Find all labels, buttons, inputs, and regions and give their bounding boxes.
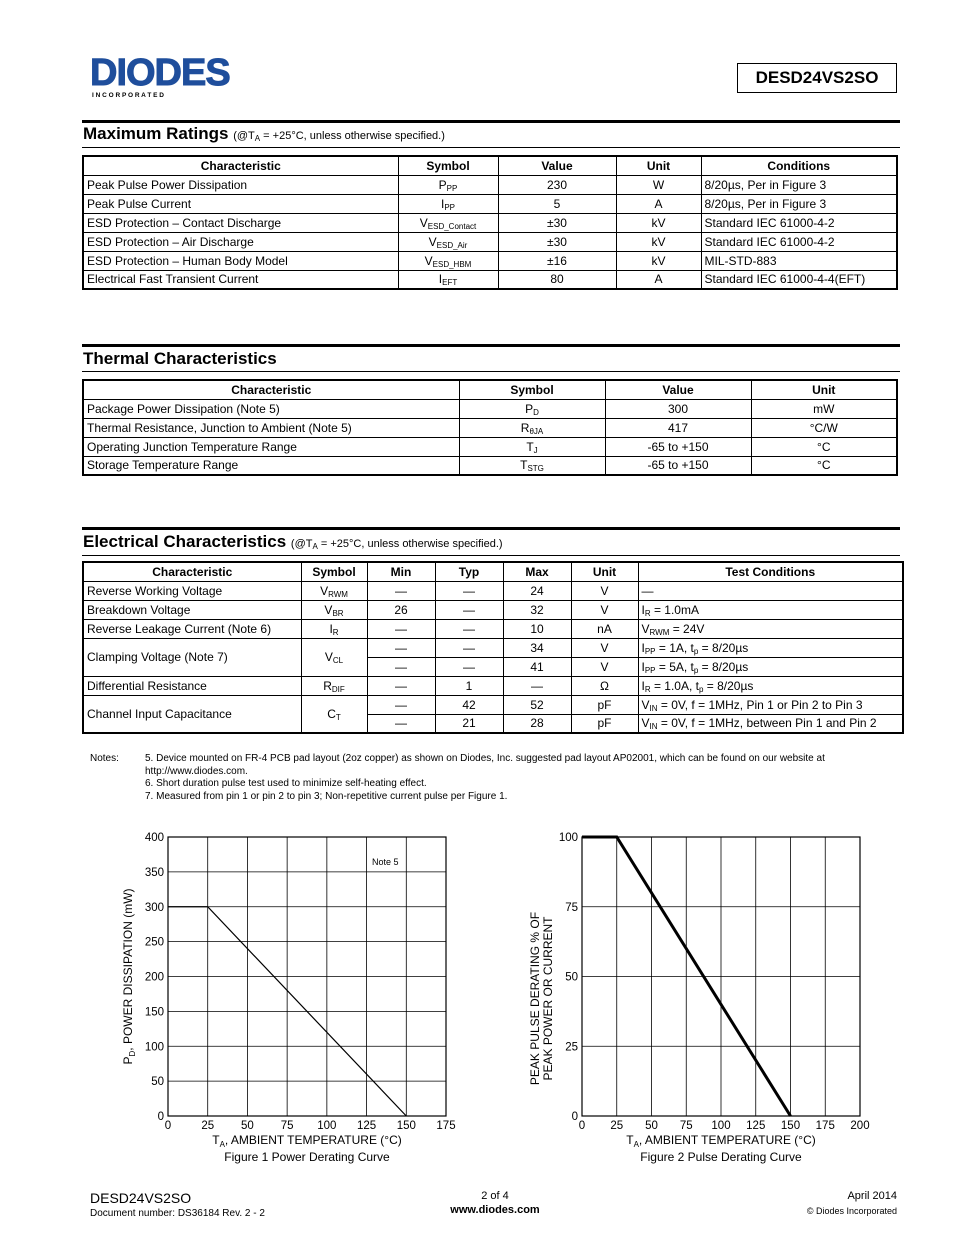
figure-caption: Figure 2 Pulse Derating Curve (640, 1150, 802, 1164)
condition-subscript: p (693, 646, 699, 656)
power-derating-chart (100, 825, 480, 1170)
section-rule-thin (82, 147, 900, 148)
unit-cell: Ω (571, 676, 638, 695)
y-tick-label: 100 (558, 832, 578, 844)
unit-cell: kV (616, 251, 701, 270)
y-axis-label-part: D (128, 1050, 137, 1057)
x-tick-label: 100 (317, 1120, 337, 1132)
x-axis-label (626, 1133, 816, 1149)
table-row (83, 437, 897, 456)
section-rule (82, 344, 900, 347)
symbol-base: V (324, 650, 333, 664)
condition-subscript: RWM (649, 627, 670, 637)
symbol-base: T (520, 458, 528, 473)
table-row (83, 619, 903, 638)
x-tick-label: 150 (780, 1120, 801, 1132)
value-cell: -65 to +150 (605, 437, 751, 456)
x-tick-label: 25 (610, 1120, 624, 1132)
y-axis-label-line1: PEAK PULSE DERATING % OF (528, 911, 542, 1086)
symbol-subscript: D (533, 407, 539, 417)
characteristic-cell: ESD Protection – Air Discharge (83, 232, 398, 251)
table-row (83, 232, 897, 251)
y-tick-label: 250 (144, 936, 164, 949)
condition-symbol: V (641, 697, 650, 712)
y-tick-label: 400 (144, 832, 164, 844)
min-cell: — (367, 638, 435, 657)
y-tick-label: 50 (565, 971, 578, 984)
table-row (83, 638, 903, 657)
x-tick-label: 100 (711, 1120, 731, 1132)
characteristic-cell: Peak Pulse Current (83, 194, 398, 213)
symbol-base: V (324, 602, 333, 617)
condition-text: = 8/20µs (703, 678, 754, 693)
symbol-cell (301, 581, 367, 600)
table-row (83, 581, 903, 600)
section-rule-thin (82, 371, 900, 372)
symbol-base: V (419, 215, 428, 230)
symbol-subscript: STG (527, 464, 544, 474)
characteristic-cell: Package Power Dissipation (Note 5) (83, 399, 459, 418)
column-header: Symbol (301, 562, 367, 581)
condition-subscript: PP (644, 646, 656, 656)
max-cell: — (503, 676, 571, 695)
conditions-cell: 8/20µs, Per in Figure 3 (701, 175, 897, 194)
unit-cell: °C/W (751, 418, 897, 437)
x-tick-label: 175 (815, 1120, 835, 1132)
symbol-subscript: RWM (328, 589, 348, 599)
notes-label: Notes: (90, 753, 119, 764)
characteristic-cell: ESD Protection – Contact Discharge (83, 213, 398, 232)
characteristic-cell: Differential Resistance (83, 676, 301, 695)
x-axis-label-text: , AMBIENT TEMPERATURE (°C) (638, 1133, 816, 1147)
thermal-heading: Thermal Characteristics (83, 349, 277, 368)
column-header: Max (503, 562, 571, 581)
characteristic-cell: Reverse Leakage Current (Note 6) (83, 619, 301, 638)
symbol-base: T (526, 439, 534, 454)
unit-cell: kV (616, 232, 701, 251)
symbol-cell (398, 270, 498, 289)
min-cell: — (367, 581, 435, 600)
typ-cell: — (435, 638, 503, 657)
symbol-cell (301, 619, 367, 638)
symbol-subscript: ESD_Contact (427, 221, 477, 231)
footer-page-number: 2 of 4 (481, 1190, 509, 1202)
unit-cell: mW (751, 399, 897, 418)
symbol-base: V (320, 583, 329, 598)
thermal-title (83, 349, 277, 369)
condition-text: = 8/20µs (698, 640, 749, 655)
value-cell: 80 (498, 270, 616, 289)
footer-copyright: © Diodes Incorporated (806, 1206, 897, 1216)
condition-subscript: R (644, 684, 651, 694)
value-cell: ±30 (498, 213, 616, 232)
unit-cell: A (616, 194, 701, 213)
x-axis-label-subscript: A (633, 1140, 639, 1149)
min-cell: — (367, 657, 435, 676)
unit-cell: °C (751, 456, 897, 475)
x-tick-label: 125 (356, 1120, 377, 1132)
condition-symbol: I (641, 659, 645, 674)
column-header: Symbol (398, 156, 498, 175)
x-tick-label: 200 (850, 1120, 870, 1132)
min-cell: — (367, 619, 435, 638)
unit-cell: V (571, 600, 638, 619)
pulse-derating-chart (520, 825, 900, 1170)
characteristic-cell: Clamping Voltage (Note 7) (83, 638, 301, 676)
symbol-subscript: PP (446, 183, 458, 193)
column-header: Unit (616, 156, 701, 175)
footer-website-link[interactable]: www.diodes.com (450, 1204, 540, 1216)
table-row (83, 175, 897, 194)
section-rule (82, 527, 900, 530)
x-tick-label: 175 (436, 1120, 456, 1132)
footer-document-number: Document number: DS36184 Rev. 2 - 2 (90, 1208, 265, 1219)
condition-subscript: IN (649, 703, 658, 713)
table-row (83, 456, 897, 475)
note-7: 7. Measured from pin 1 or pin 2 to pin 3; Non-repetitive current pulse per Figure 1. (145, 790, 508, 802)
unit-cell: A (616, 270, 701, 289)
characteristic-cell: Storage Temperature Range (83, 456, 459, 475)
characteristic-cell: Electrical Fast Transient Current (83, 270, 398, 289)
condition-symbol: I (641, 602, 645, 617)
table-row (83, 418, 897, 437)
symbol-base: I (329, 621, 333, 636)
symbol-subscript: BR (332, 608, 344, 618)
symbol-subscript: R (332, 627, 339, 637)
x-axis-label-symbol: T (626, 1133, 634, 1147)
unit-cell: V (571, 638, 638, 657)
max-ratings-heading: Maximum Ratings (83, 124, 229, 143)
min-cell: — (367, 676, 435, 695)
characteristic-cell: Thermal Resistance, Junction to Ambient (Note 5) (83, 418, 459, 437)
x-axis-label-symbol: T (212, 1133, 220, 1147)
symbol-cell (301, 676, 367, 695)
y-axis-label-part: P (121, 1056, 135, 1065)
test-conditions-cell (638, 657, 903, 676)
chart-annotation: Note 5 (372, 857, 399, 867)
section-rule-thin (82, 555, 900, 556)
condition-text: = 1.0mA (650, 602, 699, 617)
y-axis-label-line2: PEAK POWER OR CURRENT (541, 916, 555, 1081)
characteristic-cell: ESD Protection – Human Body Model (83, 251, 398, 270)
max-ratings-table (82, 155, 898, 290)
footer-part-number: DESD24VS2SO (90, 1190, 192, 1206)
test-conditions-cell (638, 638, 903, 657)
y-axis-label (121, 888, 137, 1064)
symbol-base: V (428, 234, 437, 249)
condition-text: = 24V (669, 621, 705, 636)
x-tick-label: 0 (164, 1120, 172, 1132)
test-conditions-cell (638, 619, 903, 638)
column-header: Min (367, 562, 435, 581)
column-header: Conditions (701, 156, 897, 175)
column-header: Unit (751, 380, 897, 399)
max-cell: 34 (503, 638, 571, 657)
unit-cell: nA (571, 619, 638, 638)
max-cell: 41 (503, 657, 571, 676)
value-cell: 5 (498, 194, 616, 213)
symbol-base: C (327, 706, 336, 721)
symbol-base: P (438, 177, 447, 192)
column-header: Test Conditions (638, 562, 903, 581)
max-cell: 28 (503, 714, 571, 733)
value-cell: 230 (498, 175, 616, 194)
symbol-base: I (438, 272, 443, 287)
column-header: Value (498, 156, 616, 175)
value-cell: 417 (605, 418, 751, 437)
min-cell: 26 (367, 600, 435, 619)
symbol-cell (398, 232, 498, 251)
unit-cell: °C (751, 437, 897, 456)
x-tick-label: 75 (280, 1120, 294, 1132)
condition-text: = 5A, t (655, 659, 694, 674)
symbol-cell (398, 213, 498, 232)
condition-text: = 0V, f = 1MHz, Pin 1 or Pin 2 to Pin 3 (657, 697, 863, 712)
condition-subscript: p (699, 684, 704, 694)
table-row (83, 600, 903, 619)
table-row (83, 695, 903, 714)
y-tick-label: 200 (144, 971, 164, 984)
typ-cell: 1 (435, 676, 503, 695)
symbol-subscript: PP (444, 202, 455, 212)
unit-cell: V (571, 657, 638, 676)
symbol-base: I (440, 196, 445, 211)
y-tick-label: 300 (144, 901, 164, 914)
symbol-cell (459, 437, 605, 456)
typ-cell: 21 (435, 714, 503, 733)
x-tick-label: 75 (679, 1120, 693, 1132)
max-cell: 32 (503, 600, 571, 619)
max-cell: 52 (503, 695, 571, 714)
condition-subscript: p (693, 665, 699, 675)
symbol-cell (301, 638, 367, 676)
symbol-base: V (424, 253, 433, 268)
condition-subscript: R (644, 608, 651, 618)
min-cell: — (367, 714, 435, 733)
symbol-base: P (525, 401, 534, 416)
table-row (83, 676, 903, 695)
x-tick-label: 150 (396, 1120, 416, 1132)
test-conditions-cell (638, 695, 903, 714)
max-ratings-title (83, 124, 445, 144)
symbol-cell (398, 175, 498, 194)
column-header: Characteristic (83, 380, 459, 399)
condition-text: = 8/20µs (698, 659, 749, 674)
symbol-cell (398, 251, 498, 270)
condition-symbol: V (641, 716, 650, 731)
characteristic-cell: Reverse Working Voltage (83, 581, 301, 600)
typ-cell: 42 (435, 695, 503, 714)
column-header: Characteristic (83, 562, 301, 581)
condition-text: = 1.0A, t (650, 678, 699, 693)
symbol-cell (459, 418, 605, 437)
max-ratings-subtitle: ($@T_A = +25^\circ C$, unless otherwise specified.) (233, 130, 445, 143)
condition-symbol: I (641, 678, 645, 693)
test-conditions-cell (638, 676, 903, 695)
table-header-row (83, 562, 903, 581)
condition-symbol: I (641, 640, 645, 655)
note-6: 6. Short duration pulse test used to minimize self-heating effect. (145, 778, 427, 789)
part-number: DESD24VS2SO (755, 68, 879, 87)
y-tick-label: 150 (144, 1006, 164, 1019)
symbol-cell (459, 456, 605, 475)
typ-cell: — (435, 657, 503, 676)
x-axis-label-text: , AMBIENT TEMPERATURE (°C) (224, 1133, 402, 1147)
column-header: Characteristic (83, 156, 398, 175)
typ-cell: — (435, 619, 503, 638)
x-tick-label: 50 (241, 1120, 254, 1132)
symbol-subscript: DIF (331, 684, 345, 694)
conditions-cell: Standard IEC 61000-4-2 (701, 232, 897, 251)
x-tick-label: 125 (746, 1120, 766, 1132)
x-axis-label-subscript: A (219, 1140, 225, 1149)
symbol-subscript: CL (332, 656, 344, 665)
conditions-cell: Standard IEC 61000-4-2 (701, 213, 897, 232)
table-header-row (83, 156, 897, 175)
y-tick-label: 75 (565, 901, 578, 914)
x-axis-label (212, 1133, 402, 1149)
symbol-cell (301, 695, 367, 733)
conditions-cell: MIL-STD-883 (701, 251, 897, 270)
characteristic-cell: Channel Input Capacitance (83, 695, 301, 733)
value-cell: ±16 (498, 251, 616, 270)
electrical-title (83, 532, 503, 552)
symbol-cell (398, 194, 498, 213)
x-tick-label: 50 (645, 1120, 658, 1132)
table-row (83, 194, 897, 213)
unit-cell: V (571, 581, 638, 600)
symbol-subscript: J (533, 445, 538, 455)
max-cell: 10 (503, 619, 571, 638)
unit-cell: W (616, 175, 701, 194)
test-conditions-cell (638, 581, 903, 600)
characteristic-cell: Breakdown Voltage (83, 600, 301, 619)
typ-cell: — (435, 600, 503, 619)
section-rule (82, 120, 900, 123)
table-row (83, 251, 897, 270)
column-header: Value (605, 380, 751, 399)
symbol-subscript: EFT (442, 278, 458, 288)
electrical-table (82, 561, 904, 734)
symbol-subscript: θJA (529, 426, 544, 436)
test-conditions-cell (638, 714, 903, 733)
footer-date: April 2014 (847, 1190, 897, 1202)
conditions-cell: 8/20µs, Per in Figure 3 (701, 194, 897, 213)
y-tick-label: 25 (565, 1041, 578, 1054)
x-tick-label: 0 (578, 1120, 586, 1132)
conditions-cell: Standard IEC 61000-4-4(EFT) (701, 270, 897, 289)
logo-subtitle: I N C O R P O R A T E D (92, 92, 164, 99)
symbol-subscript: ESD_HBM (432, 259, 472, 269)
column-header: Unit (571, 562, 638, 581)
logo-wordmark: DIODES (90, 52, 230, 94)
symbol-cell (459, 399, 605, 418)
characteristic-cell: Peak Pulse Power Dissipation (83, 175, 398, 194)
condition-text: = 0V, f = 1MHz, between Pin 1 and Pin 2 (657, 716, 877, 731)
condition-subscript: IN (649, 722, 658, 732)
characteristic-cell: Operating Junction Temperature Range (83, 437, 459, 456)
table-row (83, 270, 897, 289)
value-cell: 300 (605, 399, 751, 418)
symbol-subscript: T (335, 712, 341, 722)
unit-cell: pF (571, 714, 638, 733)
table-row (83, 213, 897, 232)
electrical-heading: Electrical Characteristics (83, 532, 287, 551)
y-tick-label: 50 (151, 1076, 164, 1089)
symbol-base: R (520, 420, 530, 435)
value-cell: -65 to +150 (605, 456, 751, 475)
condition-subscript: PP (644, 665, 656, 675)
y-tick-label: 0 (157, 1111, 164, 1123)
figure-caption: Figure 1 Power Derating Curve (224, 1150, 390, 1164)
electrical-subtitle: ($@T_A = +25^\circ C$, unless otherwise specified.) (290, 538, 503, 551)
condition-symbol: V (641, 621, 650, 636)
condition-text: = 1A, t (655, 640, 694, 655)
thermal-table (82, 379, 898, 476)
y-tick-label: 0 (571, 1111, 578, 1123)
test-conditions-cell (638, 600, 903, 619)
y-tick-label: 100 (144, 1041, 164, 1054)
table-row (83, 399, 897, 418)
typ-cell: — (435, 581, 503, 600)
symbol-base: R (323, 678, 332, 693)
y-axis-label-part: , POWER DISSIPATION (mW) (121, 888, 135, 1051)
y-tick-label: 350 (144, 866, 164, 879)
table-header-row (83, 380, 897, 399)
unit-cell: kV (616, 213, 701, 232)
max-cell: 24 (503, 581, 571, 600)
value-cell: ±30 (498, 232, 616, 251)
column-header: Typ (435, 562, 503, 581)
column-header: Symbol (459, 380, 605, 399)
diodes-logo (88, 52, 268, 102)
note-5: 5. Device mounted on FR-4 PCB pad layout (2oz copper) as shown on Diodes, Inc. suggested pad layout AP02001, which can be found on our website at http://www.diodes.com. (145, 753, 825, 777)
symbol-subscript: ESD_Air (436, 240, 468, 250)
x-tick-label: 25 (201, 1120, 215, 1132)
symbol-cell (301, 600, 367, 619)
unit-cell: pF (571, 695, 638, 714)
condition-symbol: — (641, 583, 654, 598)
part-number-box (737, 63, 897, 93)
min-cell: — (367, 695, 435, 714)
